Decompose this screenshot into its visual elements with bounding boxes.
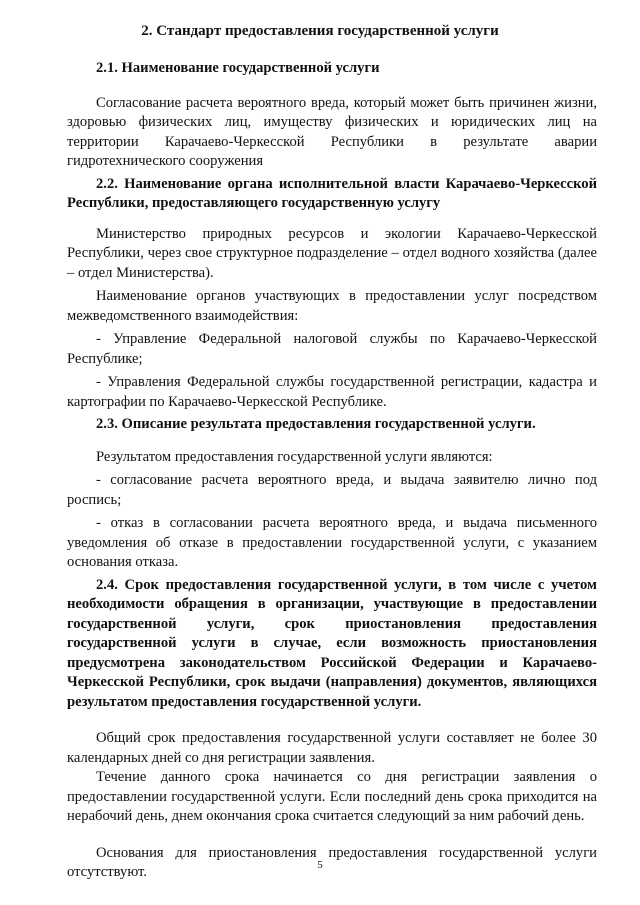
section-2-2-paragraph-2: Наименование органов участвующих в предоставлении услуг посредством межведомственного взаимодействия: (67, 288, 597, 324)
section-2-1-heading: 2.1. Наименование государственной услуги (96, 60, 380, 76)
section-2-2-paragraph-4: - Управления Федеральной службы государственной регистрации, кадастра и картографии по Карачаево-Черкесской Республике. (67, 374, 597, 410)
section-2-4-paragraph-2: Течение данного срока начинается со дня регистрации заявления о предоставлении государственной услуги. Если последний день срока приходится на нерабочий день, днем окончания срока считается следующий за ним рабочий день. (67, 769, 597, 824)
section-2-2-heading: 2.2. Наименование органа исполнительной власти Карачаево-Черкесской Республики, предоставляющего государственную услугу (67, 175, 597, 211)
section-2-1-paragraph-1: Согласование расчета вероятного вреда, который может быть причинен жизни, здоровью физических лиц, имуществу физических и юридических лиц на территории Карачаево-Черкесской Республики в результате аварии гидротехнического сооружения (67, 94, 597, 169)
section-2-2-paragraph-1: Министерство природных ресурсов и экологии Карачаево-Черкесской Республики, через свое структурное подразделение – отдел водного хозяйства (далее – отдел Министерства). (67, 225, 597, 281)
document-title: 2. Стандарт предоставления государственной услуги (141, 23, 499, 39)
section-2-4-paragraph-1: Общий срок предоставления государственной услуги составляет не более 30 календарных дней со дня регистрации заявления. (67, 730, 597, 766)
section-2-3-paragraph-1: Результатом предоставления государственной услуги являются: (96, 448, 493, 465)
section-2-3-paragraph-2: - согласование расчета вероятного вреда, и выдача заявителю лично под роспись; (67, 472, 597, 508)
section-2-2-paragraph-3: - Управление Федеральной налоговой службы по Карачаево-Черкесской Республике; (67, 331, 597, 367)
section-2-3-heading: 2.3. Описание результата предоставления государственной услуги. (96, 416, 536, 432)
section-2-4-paragraph-3: Основания для приостановления предоставления государственной услуги отсутствуют. (67, 844, 597, 880)
document-body (67, 59, 597, 883)
section-2-3-paragraph-3: - отказ в согласовании расчета вероятного вреда, и выдача письменного уведомления об отказе в предоставлении государственной услуги, с указанием основания отказа. (67, 515, 597, 570)
section-2-4-heading: 2.4. Срок предоставления государственной услуги, в том числе с учетом необходимости обращения в организации, участвующие в предоставлении государственной услуги, срок приостановления предоставления государственной услуги в случае, если возможность приостановления предусмотрена законодательством Российской Федерации и Карачаево-Черкесской Республики, срок выдачи (направления) документов, являющихся результатом предоставления государственной услуги. (67, 576, 597, 710)
page-number: 5 (317, 859, 323, 871)
